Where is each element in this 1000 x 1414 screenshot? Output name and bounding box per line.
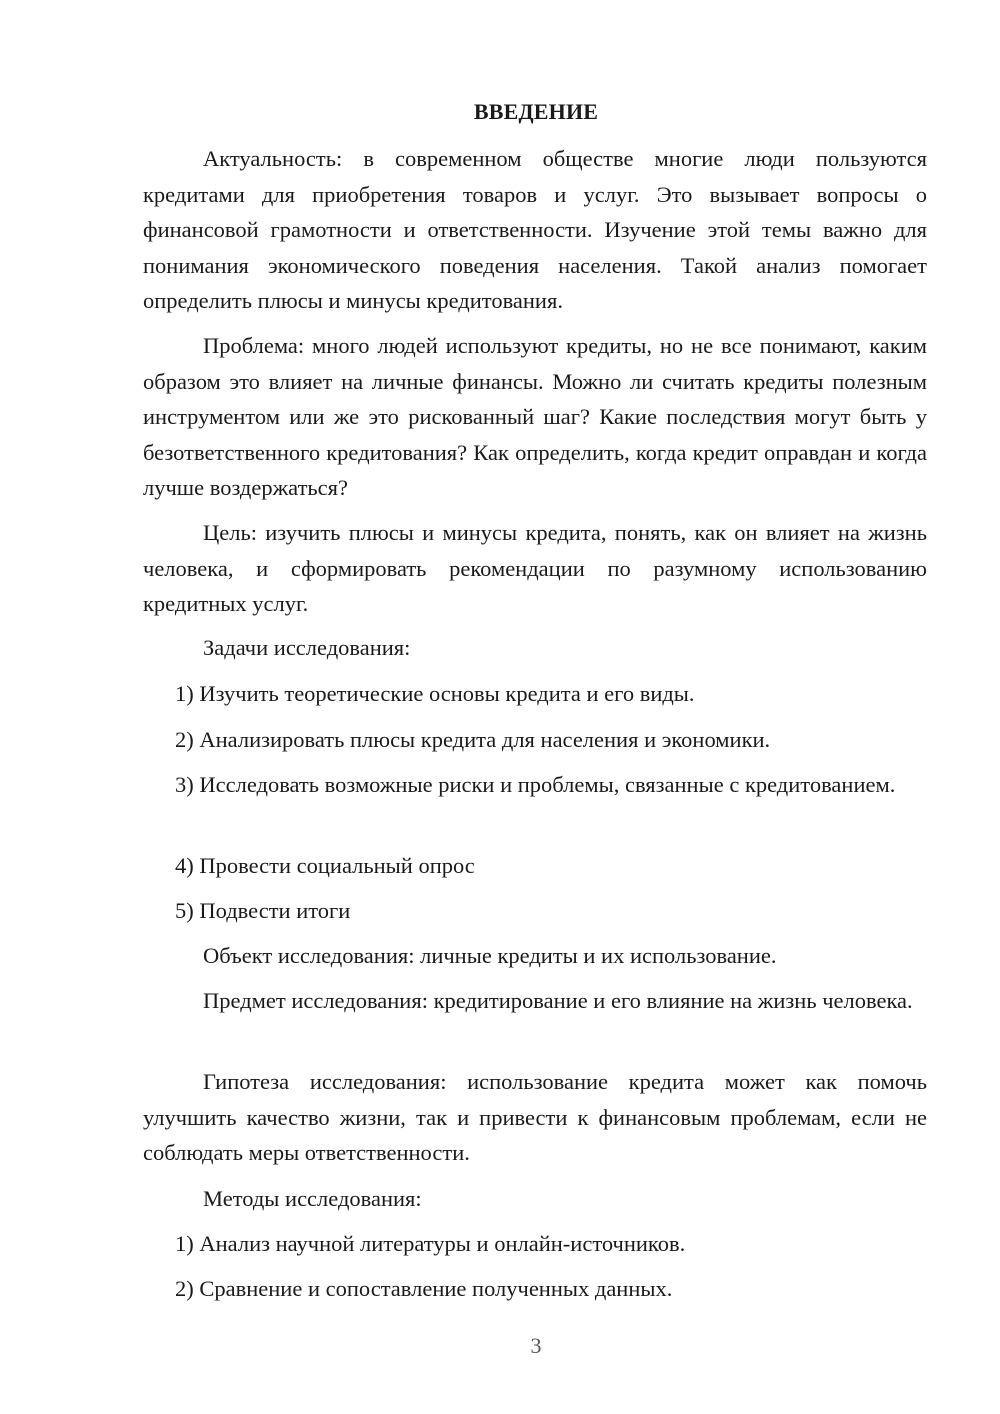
- task-item-5: 5) Подвести итоги: [175, 898, 351, 923]
- section-title: ВВЕДЕНИЕ: [473, 99, 599, 124]
- paragraph-problem: Проблема: много людей используют кредиты, но не все понимают, каким образом это влияет на личные финансы. Можно ли считать кредиты полезным инструментом или же это рискованный шаг? Какие последствия могут быть у безответственного кредитования? Как определить, когда кредит оправдан и когда лучше воздержаться?: [143, 333, 927, 500]
- method-item-1: 1) Анализ научной литературы и онлайн-источников.: [175, 1231, 686, 1256]
- method-item-2: 2) Сравнение и сопоставление полученных данных.: [175, 1276, 673, 1301]
- paragraph-relevance: Актуальность: в современном обществе многие люди пользуются кредитами для приобретения товаров и услуг. Это вызывает вопросы о финансовой грамотности и ответственности. Изучение этой темы важно для понимания экономического поведения населения. Такой анализ помогает определить плюсы и минусы кредитования.: [143, 146, 927, 313]
- task-item-1: 1) Изучить теоретические основы кредита и его виды.: [175, 681, 695, 706]
- paragraph-object: Объект исследования: личные кредиты и их использование.: [203, 943, 777, 968]
- task-item-2: 2) Анализировать плюсы кредита для населения и экономики.: [175, 727, 771, 752]
- task-item-4: 4) Провести социальный опрос: [175, 853, 475, 878]
- task-item-3: 3) Исследовать возможные риски и проблемы, связанные с кредитованием.: [175, 772, 896, 797]
- page-number: 3: [530, 1333, 542, 1358]
- paragraph-tasks-heading: Задачи исследования:: [203, 635, 411, 660]
- paragraph-hypothesis: Гипотеза исследования: использование кредита может как помочь улучшить качество жизни, так и привести к финансовым проблемам, если не соблюдать меры ответственности.: [143, 1069, 927, 1165]
- paragraph-subject: Предмет исследования: кредитирование и его влияние на жизнь человека.: [203, 988, 913, 1013]
- paragraph-goal: Цель: изучить плюсы и минусы кредита, понять, как он влияет на жизнь человека, и сформировать рекомендации по разумному использованию кредитных услуг.: [143, 520, 927, 616]
- paragraph-methods-heading: Методы исследования:: [203, 1186, 422, 1211]
